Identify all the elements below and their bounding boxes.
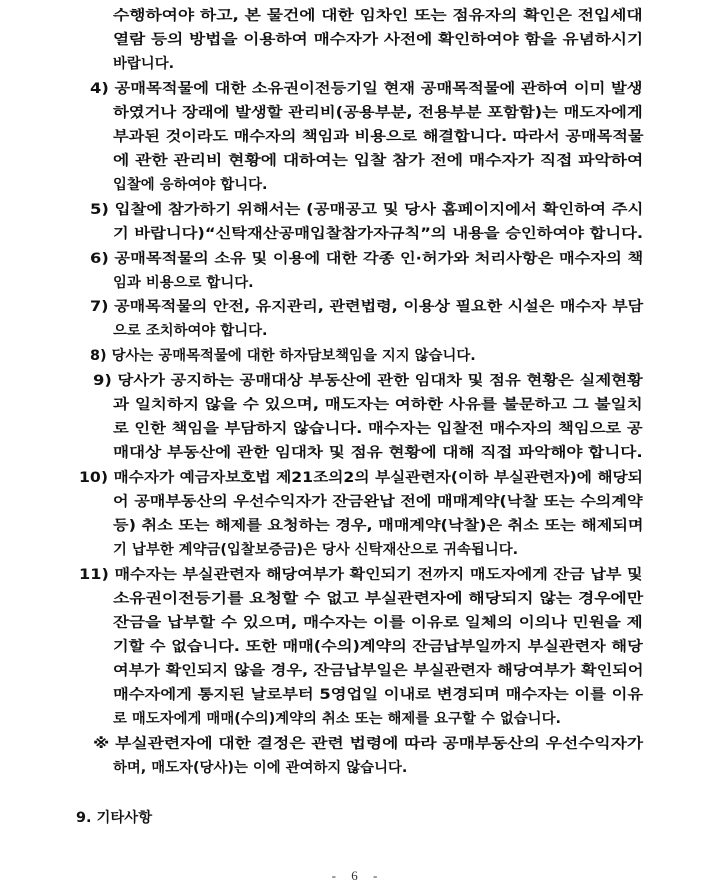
list-item-6: 6) 공매목적물의 소유 및 이용에 대한 각종 인·허가와 처리사항은 매수자의 책: [90, 251, 644, 267]
paragraph-line: 바랍니다.: [113, 56, 175, 72]
paragraph-line: 입찰에 응하여야 합니다.: [113, 177, 268, 193]
paragraph-line: 기 바랍니다)“신탁재산공매입찰참가자규칙”의 내용을 승인하여야 합니다.: [113, 226, 644, 242]
paragraph-line: 로 인한 책임을 부담하지 않습니다. 매수자는 입찰전 매수자의 책임으로 공: [113, 421, 643, 437]
paragraph-line: 임과 비용으로 합니다.: [113, 275, 254, 291]
paragraph-line: 수행하여야 하고, 본 물건에 대한 임차인 또는 점유자의 확인은 전입세대: [113, 8, 643, 24]
list-item-4: 4) 공매목적물에 대한 소유권이전등기일 현재 공매목적물에 관하여 이미 발생: [90, 81, 643, 97]
paragraph-line: 기 납부한 계약금(입찰보증금)은 당사 신탁재산으로 귀속됩니다.: [113, 542, 519, 558]
list-item-9: 9) 당사가 공지하는 공매대상 부동산에 관한 임대차 및 점유 현황은 실제현황: [93, 373, 643, 389]
paragraph-line: 등) 취소 또는 해제를 요청하는 경우, 매매계약(낙찰)은 취소 또는 해제되며: [113, 518, 644, 534]
paragraph-line: 열람 등의 방법을 이용하여 매수자가 사전에 확인하여야 함을 유념하시기: [113, 32, 644, 48]
list-item-10: 10) 매수자가 예금자보호법 제21조의2의 부실관련자(이하 부실관련자)에 해당되: [79, 470, 643, 486]
paragraph-line: 로 매도자에게 매매(수의)계약의 취소 또는 해제를 요구할 수 없습니다.: [113, 711, 561, 727]
paragraph-line: 과 일치하지 않을 수 있으며, 매도자는 여하한 사유를 불문하고 그 불일치: [113, 397, 643, 413]
paragraph-line: 잔금을 납부할 수 있으며, 매수자는 이를 이유로 일체의 이의나 민원을 제: [113, 615, 643, 631]
list-item-7: 7) 공매목적물의 안전, 유지관리, 관련법령, 이용상 필요한 시설은 매수자 부담: [90, 299, 644, 315]
paragraph-line: 하며, 매도자(당사)는 이에 관여하지 않습니다.: [113, 760, 408, 776]
paragraph-line: 하였거나 장래에 발생할 관리비(공용부분, 전용부분 포함함)는 매도자에게: [113, 105, 643, 121]
paragraph-line: 으로 조치하여야 합니다.: [113, 323, 268, 339]
page-number: - 6 -: [331, 868, 384, 883]
note-line: ※ 부실관련자에 대한 결정은 관련 법령에 따라 공매부동산의 우선수익자가: [93, 736, 644, 752]
paragraph-line: 어 공매부동산의 우선수익자가 잔금완납 전에 매매계약(낙찰 또는 수의계약: [113, 494, 643, 510]
paragraph-line: 여부가 확인되지 않을 경우, 잔금납부일은 부실관련자 해당여부가 확인되어: [113, 663, 644, 679]
list-item-11: 11) 매수자는 부실관련자 해당여부가 확인되기 전까지 매도자에게 잔금 납부 및: [79, 567, 643, 583]
list-item-5: 5) 입찰에 참가하기 위해서는 (공매공고 및 당사 홈페이지에서 확인하여 주시: [90, 202, 644, 218]
paragraph-line: 매수자에게 통지된 날로부터 5영업일 이내로 변경되며 매수자는 이를 이유: [113, 687, 644, 703]
paragraph-line: 에 관한 관리비 현황에 대하여는 입찰 참가 전에 매수자가 직접 파악하여: [113, 153, 644, 169]
paragraph-line: 매대상 부동산에 관한 임대차 및 점유 현황에 대해 직접 파악해야 합니다.: [113, 445, 643, 461]
list-item-8: 8) 당사는 공매목적물에 대한 하자담보책임을 지지 않습니다.: [90, 348, 476, 364]
paragraph-line: 부과된 것이라도 매수자의 책임과 비용으로 해결합니다. 따라서 공매목적물: [113, 129, 644, 145]
paragraph-line: 소유권이전등기를 요청할 수 없고 부실관련자에 해당되지 않는 경우에만: [113, 591, 644, 607]
paragraph-line: 기할 수 없습니다. 또한 매매(수의)계약의 잔금납부일까지 부실관련자 해당: [113, 639, 643, 655]
section-heading: 9. 기타사항: [76, 810, 153, 826]
